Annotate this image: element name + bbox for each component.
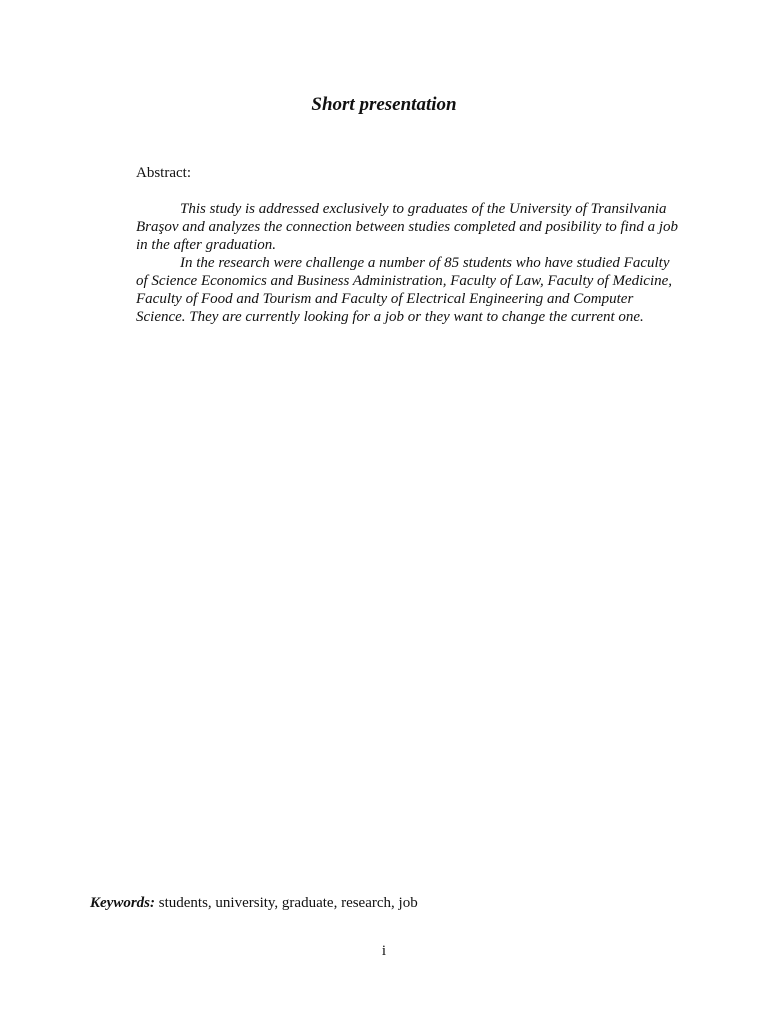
document-title: Short presentation	[311, 94, 457, 115]
abstract-paragraph: In the research were challenge a number of 85 students who have studied Faculty of Science Economics and Business Administration, Faculty of Law, Faculty of Medicine, Faculty of Food and Tourism and Faculty of Electrical Engineering and Computer Science. They are currently looking for a job or they want to change the current one.	[136, 255, 673, 325]
keywords-value: students, university, graduate, research, job	[155, 895, 418, 911]
abstract-heading: Abstract:	[136, 165, 191, 181]
keywords-line	[90, 895, 418, 912]
abstract-paragraph: This study is addressed exclusively to graduates of the University of Transilvania Braşov and analyzes the connection between studies completed and posibility to find a job in the after graduation.	[136, 201, 678, 253]
keywords-label: Keywords:	[90, 895, 155, 911]
abstract-body	[136, 200, 681, 326]
page-number: i	[381, 943, 387, 959]
